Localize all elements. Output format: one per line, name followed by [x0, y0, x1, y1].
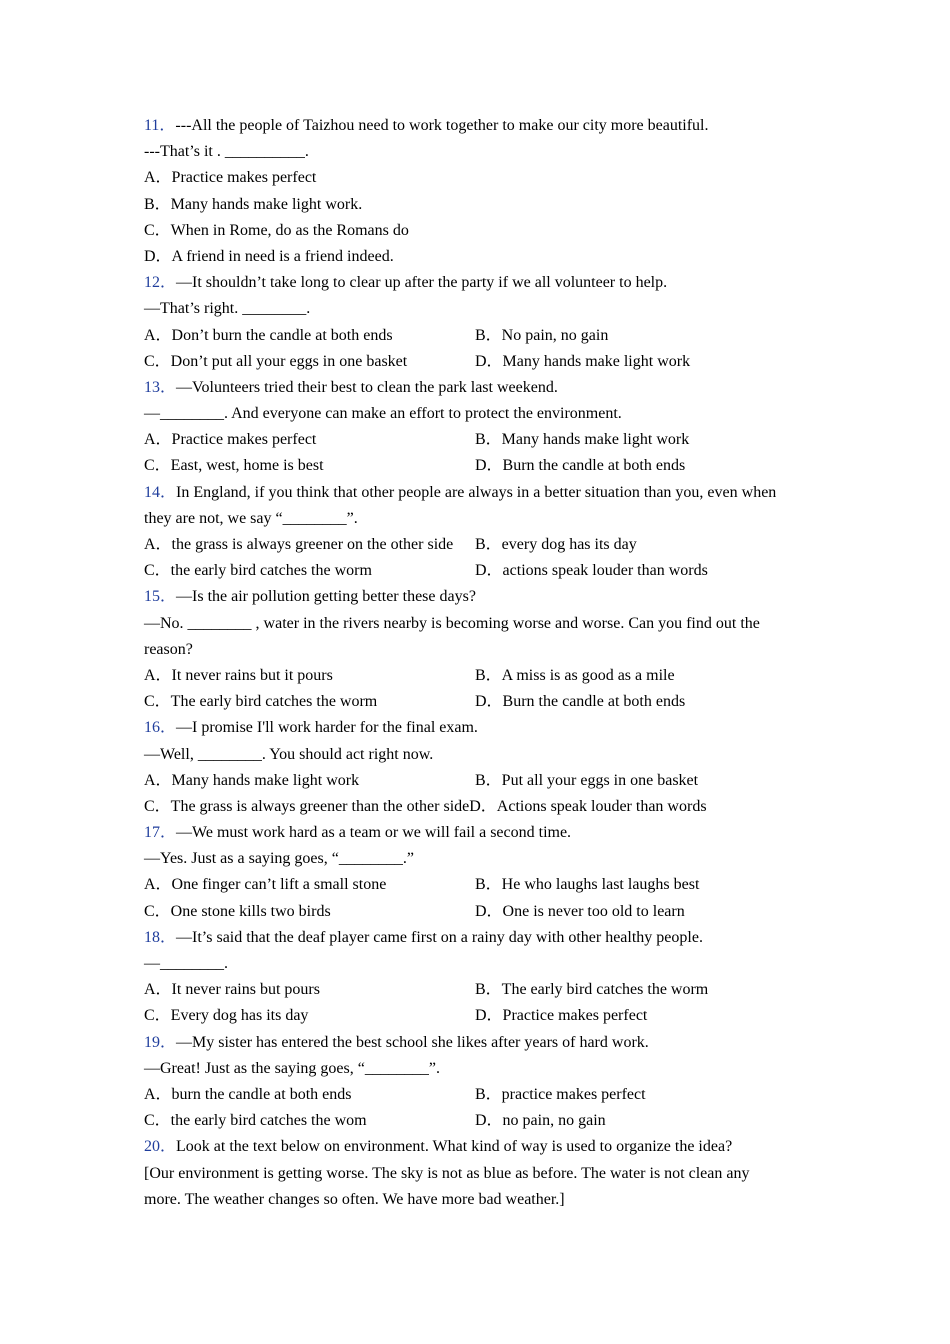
option-d[interactable]: D．Burn the candle at both ends: [475, 457, 686, 475]
option-a[interactable]: A．burn the candle at both ends: [144, 1085, 352, 1103]
option-b[interactable]: B．Many hands make light work.: [144, 195, 363, 213]
option-c[interactable]: C．The grass is always greener than the other side: [144, 797, 470, 815]
option-c[interactable]: C．Don’t put all your eggs in one basket: [144, 352, 408, 370]
question-text: —________.: [144, 955, 228, 972]
option-c[interactable]: C．When in Rome, do as the Romans do: [144, 221, 409, 239]
option-a[interactable]: A．Many hands make light work: [144, 771, 360, 789]
exam-page: [144, 113, 814, 1213]
question-text: ---That’s it . __________.: [144, 143, 309, 161]
option-d[interactable]: D．no pain, no gain: [475, 1112, 606, 1130]
option-b[interactable]: B．practice makes perfect: [475, 1085, 646, 1103]
option-d[interactable]: D．actions speak louder than words: [475, 562, 708, 580]
option-b[interactable]: B．A miss is as good as a mile: [475, 666, 675, 684]
question-text: [Our environment is getting worse. The sky is not as blue as before. The water is not clean any: [144, 1164, 750, 1182]
question-11: [144, 113, 814, 270]
question-text: —My sister has entered the best school she likes after years of hard work.: [176, 1033, 649, 1051]
question-text: —Volunteers tried their best to clean the park last weekend.: [176, 378, 558, 396]
question-text: they are not, we say “________”.: [144, 509, 358, 527]
option-c[interactable]: C．the early bird catches the wom: [144, 1112, 367, 1130]
question-number: 15．: [144, 588, 177, 606]
option-a[interactable]: A．Practice makes perfect: [144, 431, 317, 449]
question-text: —We must work hard as a team or we will fail a second time.: [176, 824, 572, 842]
option-c[interactable]: C．East, west, home is best: [144, 457, 324, 475]
question-19: [144, 1030, 814, 1135]
question-number: 12．: [144, 274, 177, 292]
question-text: —That’s right. ________.: [144, 300, 311, 318]
option-a[interactable]: A．It never rains but pours: [144, 981, 320, 999]
option-a[interactable]: A．the grass is always greener on the other side: [144, 536, 454, 553]
question-17: [144, 820, 814, 925]
question-text: —I promise I'll work harder for the final exam.: [176, 719, 478, 737]
question-12: [144, 270, 814, 375]
option-a[interactable]: A．It never rains but it pours: [144, 666, 333, 684]
question-number: 20．: [144, 1138, 177, 1156]
option-a[interactable]: A．Practice makes perfect: [144, 169, 317, 187]
question-text: —Well, ________. You should act right now.: [144, 745, 434, 763]
question-text: —Yes. Just as a saying goes, “________.”: [144, 850, 414, 868]
question-text: —________. And everyone can make an effort to protect the environment.: [144, 405, 622, 423]
question-number: 17．: [144, 824, 177, 842]
question-number: 13．: [144, 378, 177, 396]
question-number: 18．: [144, 928, 177, 946]
option-d[interactable]: D．Many hands make light work: [475, 352, 691, 370]
option-a[interactable]: A．One finger can’t lift a small stone: [144, 876, 387, 894]
option-b[interactable]: B．Many hands make light work: [475, 431, 690, 449]
question-16: [144, 715, 814, 820]
question-text: —Is the air pollution getting better these days?: [176, 588, 476, 606]
question-14: [144, 480, 814, 585]
question-text: more. The weather changes so often. We have more bad weather.]: [144, 1190, 565, 1208]
option-d[interactable]: D．Actions speak louder than words: [469, 797, 707, 815]
question-number: 14．: [144, 483, 177, 501]
question-text: Look at the text below on environment. What kind of way is used to organize the idea?: [176, 1138, 733, 1156]
question-text: ---All the people of Taizhou need to work together to make our city more beautiful.: [175, 117, 709, 134]
option-d[interactable]: D．One is never too old to learn: [475, 902, 685, 920]
question-text: —It shouldn’t take long to clear up after the party if we all volunteer to help.: [176, 274, 668, 292]
option-d[interactable]: D．Practice makes perfect: [475, 1007, 648, 1025]
option-d[interactable]: D．Burn the candle at both ends: [475, 693, 686, 711]
option-c[interactable]: C．One stone kills two birds: [144, 902, 331, 920]
question-13: [144, 375, 814, 480]
question-text: —No. ________ , water in the rivers nearby is becoming worse and worse. Can you find out the: [144, 614, 760, 632]
option-d[interactable]: D．A friend in need is a friend indeed.: [144, 247, 394, 265]
option-c[interactable]: C．the early bird catches the worm: [144, 562, 372, 580]
option-c[interactable]: C．Every dog has its day: [144, 1007, 309, 1025]
option-b[interactable]: B．He who laughs last laughs best: [475, 876, 700, 894]
option-a[interactable]: A．Don’t burn the candle at both ends: [144, 326, 393, 344]
question-number: 16．: [144, 719, 177, 737]
question-text: —It’s said that the deaf player came first on a rainy day with other healthy people.: [176, 928, 703, 946]
question-15: [144, 584, 814, 715]
question-18: [144, 925, 814, 1030]
question-20: [144, 1134, 814, 1213]
question-text: reason?: [144, 640, 193, 658]
option-c[interactable]: C．The early bird catches the worm: [144, 693, 378, 711]
option-b[interactable]: B．every dog has its day: [475, 536, 637, 553]
question-number: 19．: [144, 1033, 177, 1051]
question-text: In England, if you think that other people are always in a better situation than you, even when: [176, 483, 777, 501]
option-b[interactable]: B．No pain, no gain: [475, 326, 609, 344]
question-text: —Great! Just as the saying goes, “________”.: [144, 1059, 440, 1077]
question-number: 11．: [144, 117, 176, 134]
option-b[interactable]: B．The early bird catches the worm: [475, 981, 709, 999]
option-b[interactable]: B．Put all your eggs in one basket: [475, 771, 699, 789]
